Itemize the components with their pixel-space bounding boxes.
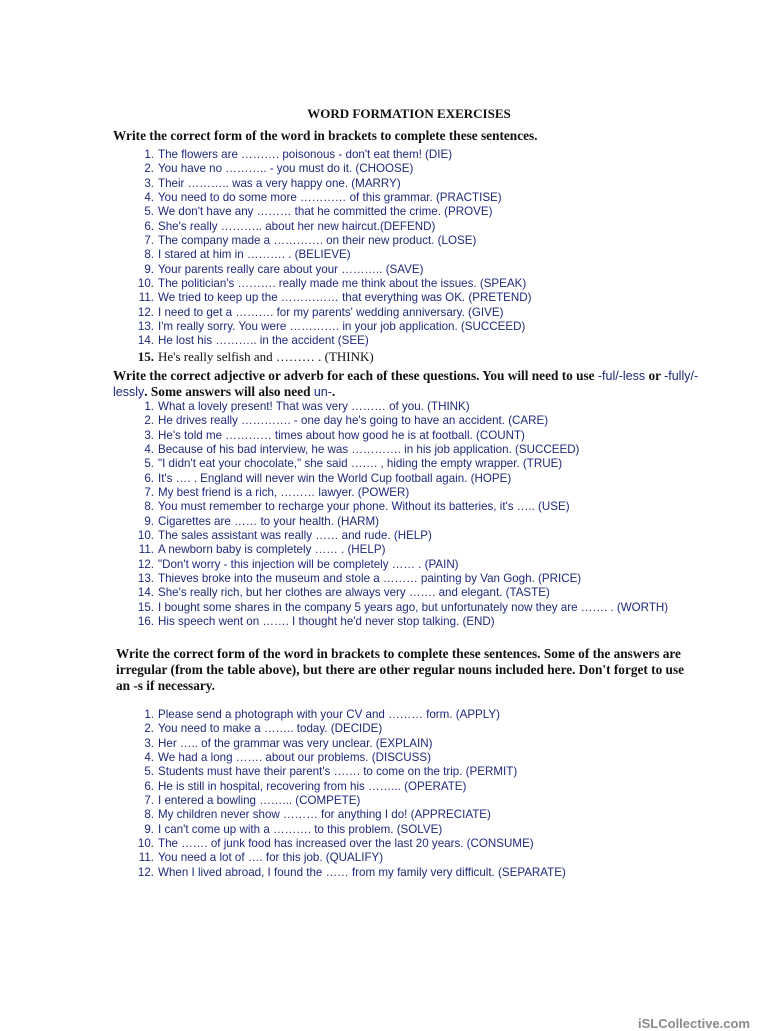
exercise-text: Her ….. of the grammar was very unclear. (EXPLAIN): [158, 736, 433, 750]
section2-instruction-part: Write the correct adjective or adverb for each of these questions. You will need to use: [113, 368, 598, 383]
exercise-text: He's told me ………… times about how good he is at football. (COUNT): [158, 428, 525, 442]
page-title: WORD FORMATION EXERCISES: [307, 106, 511, 121]
exercise-number: 7.: [144, 234, 154, 248]
exercise-text: The company made a …………. on their new product. (LOSE): [158, 234, 477, 248]
exercise-item: [120, 162, 720, 176]
exercise-number: 5.: [144, 457, 154, 471]
exercise-item: [120, 780, 720, 794]
exercise-number: 15.: [137, 348, 154, 364]
exercise-text: The ……. of junk food has increased over the last 20 years. (CONSUME): [158, 837, 534, 851]
exercise-text: Their ……….. was a very happy one. (MARRY): [158, 176, 401, 190]
exercise-number: 13.: [137, 320, 154, 334]
exercise-number: 11.: [138, 291, 154, 305]
exercise-item: [120, 486, 720, 500]
exercise-number: 14.: [137, 334, 154, 348]
section2-prefix-un: un-: [313, 385, 332, 399]
exercise-number: 10.: [137, 529, 154, 543]
exercise-text: The sales assistant was really …… and rude. (HELP): [158, 529, 432, 543]
exercise-text: My best friend is a rich, ……… lawyer. (POWER): [158, 486, 410, 500]
exercise-text: You need a lot of …. for this job. (QUALIFY): [158, 851, 384, 865]
section2-suffix-ful-less: -ful/-less: [597, 369, 646, 383]
exercise-text: It's …. . England will never win the World Cup football again. (HOPE): [158, 471, 512, 485]
exercise-text: I'm really sorry. You were …………. in your job application. (SUCCEED): [158, 320, 526, 334]
exercise-text: "Don't worry - this injection will be completely …… . (PAIN): [158, 557, 459, 571]
exercise-item: [120, 837, 720, 851]
exercise-text: We had a long ……. about our problems. (DISCUSS): [158, 751, 432, 765]
exercise-item: [120, 601, 678, 615]
exercise-text: Your parents really care about your ……….. (SAVE): [158, 262, 424, 276]
exercise-text: You need to make a …….. today. (DECIDE): [158, 722, 383, 736]
exercise-item: [120, 794, 720, 808]
exercise-number: 5.: [144, 205, 154, 219]
exercise-item: [120, 737, 720, 751]
exercise-number: 3.: [144, 736, 154, 750]
exercise-text: I entered a bowling ……... (COMPETE): [158, 794, 361, 808]
exercise-text: I need to get a ………. for my parents' wedding anniversary. (GIVE): [158, 305, 504, 319]
exercise-item: [120, 823, 720, 837]
exercise-number: 13.: [137, 572, 154, 586]
exercise-text: I stared at him in ………. . (BELIEVE): [158, 248, 351, 262]
exercise-item: [120, 414, 720, 428]
exercise-text: You need to do some more ………… of this grammar. (PRACTISE): [158, 191, 502, 205]
exercise-text: He is still in hospital, recovering from his ……... (OPERATE): [158, 779, 467, 793]
exercise-number: 3.: [144, 176, 154, 190]
exercise-item: [120, 751, 720, 765]
exercise-number: 5.: [144, 765, 154, 779]
exercise-number: 8.: [144, 808, 154, 822]
exercise-number: 11.: [138, 851, 154, 865]
exercise-text: He's really selfish and ……… . (THINK): [158, 348, 374, 364]
exercise-text: You have no ……….. - you must do it. (CHOOSE): [158, 162, 414, 176]
exercise-text: When I lived abroad, I found the …… from my family very difficult. (SEPARATE): [158, 865, 566, 879]
exercise-number: 1.: [144, 400, 154, 413]
exercise-item: [120, 457, 720, 471]
exercise-text: Because of his bad interview, he was …………. in his job application. (SUCCEED): [158, 443, 580, 457]
exercise-text: He drives really …………. - one day he's going to have an accident. (CARE): [158, 414, 549, 428]
exercise-number: 4.: [144, 191, 154, 205]
exercise-number: 6.: [144, 779, 154, 793]
section1-exercise-list: [120, 148, 720, 365]
exercise-item: [120, 320, 720, 334]
exercise-text: He lost his ……….. in the accident (SEE): [158, 334, 369, 348]
exercise-number: 2.: [144, 162, 154, 176]
exercise-item: [120, 263, 720, 277]
exercise-number: 7.: [144, 794, 154, 808]
exercise-item: [120, 177, 720, 191]
exercise-item: [120, 765, 720, 779]
exercise-number: 8.: [144, 248, 154, 262]
exercise-text: The politician's ………. really made me think about the issues. (SPEAK): [158, 277, 527, 291]
exercise-number: 12.: [137, 557, 154, 571]
section2-exercise-list: [120, 400, 720, 630]
exercise-text: We tried to keep up the …………… that everything was OK. (PRETEND): [158, 291, 532, 305]
exercise-item: [120, 572, 720, 586]
exercise-number: 9.: [144, 822, 154, 836]
exercise-number: 7.: [144, 486, 154, 500]
exercise-number: 4.: [144, 443, 154, 457]
exercise-text: I bought some shares in the company 5 years ago, but unfortunately now they are ……. . (WORTH): [158, 600, 669, 614]
exercise-text: Thieves broke into the museum and stole a ……… painting by Van Gogh. (PRICE): [158, 572, 582, 586]
exercise-number: 6.: [144, 219, 154, 233]
exercise-text: What a lovely present! That was very ……… of you. (THINK): [158, 400, 470, 413]
exercise-item: [120, 220, 720, 234]
section2-suffix-fully-lessly: -fully/-lessly: [113, 369, 699, 399]
exercise-text: She's really rich, but her clothes are always very ……. and elegant. (TASTE): [158, 586, 550, 600]
exercise-number: 16.: [137, 615, 154, 629]
exercise-item: [120, 472, 720, 486]
exercise-number: 9.: [144, 514, 154, 528]
section2-instruction-part: . Some answers will also need: [144, 384, 314, 399]
exercise-item: [120, 615, 720, 629]
exercise-number: 15.: [137, 600, 154, 614]
exercise-number: 2.: [144, 414, 154, 428]
exercise-number: 3.: [144, 428, 154, 442]
exercise-text: A newborn baby is completely …… . (HELP): [158, 543, 386, 557]
exercise-item: [120, 708, 720, 722]
section2-instruction-part: or: [645, 368, 665, 383]
exercise-item: [120, 586, 720, 600]
exercise-text: His speech went on ……. I thought he'd never stop talking. (END): [158, 615, 495, 629]
exercise-item: [120, 500, 720, 514]
exercise-number: 9.: [144, 262, 154, 276]
exercise-text: You must remember to recharge your phone. Without its batteries, it's ….. (USE): [158, 500, 570, 514]
exercise-item: [120, 334, 720, 348]
exercise-number: 10.: [137, 837, 154, 851]
exercise-number: 6.: [144, 471, 154, 485]
exercise-item: [120, 277, 720, 291]
exercise-number: 8.: [144, 500, 154, 514]
exercise-item: [120, 248, 720, 262]
exercise-item: [120, 191, 720, 205]
exercise-text: "I didn't eat your chocolate," she said ……. , hiding the empty wrapper. (TRUE): [158, 457, 563, 471]
exercise-number: 2.: [144, 722, 154, 736]
exercise-text: Please send a photograph with your CV and ……… form. (APPLY): [158, 708, 500, 721]
exercise-item: [120, 866, 720, 880]
exercise-item: [120, 349, 720, 365]
section3-exercise-list: [120, 708, 720, 880]
exercise-number: 14.: [137, 586, 154, 600]
section3-instruction: Write the correct form of the word in brackets to complete these sentences. Some of the answers are irregular (from the table above), but there are other regular nouns included here. Don't forget to use an -s if necessary.: [116, 646, 685, 693]
exercise-text: My children never show ……… for anything I do! (APPRECIATE): [158, 808, 491, 822]
exercise-text: I can't come up with a ………. to this problem. (SOLVE): [158, 822, 443, 836]
exercise-item: [120, 808, 720, 822]
exercise-item: [120, 148, 720, 162]
exercise-number: 1.: [144, 148, 154, 161]
exercise-item: [120, 291, 720, 305]
exercise-item: [120, 443, 720, 457]
exercise-item: [120, 529, 720, 543]
exercise-item: [120, 429, 720, 443]
exercise-text: We don't have any ……… that he committed the crime. (PROVE): [158, 205, 493, 219]
exercise-text: Cigarettes are …… to your health. (HARM): [158, 514, 380, 528]
exercise-number: 11.: [138, 543, 154, 557]
exercise-text: Students must have their parent's ……. to come on the trip. (PERMIT): [158, 765, 518, 779]
exercise-item: [120, 400, 720, 414]
exercise-item: [120, 722, 720, 736]
exercise-number: 12.: [137, 305, 154, 319]
exercise-number: 10.: [137, 277, 154, 291]
exercise-item: [120, 851, 720, 865]
exercise-number: 4.: [144, 751, 154, 765]
exercise-text: She's really ……….. about her new haircut.(DEFEND): [158, 219, 436, 233]
section1-instruction: Write the correct form of the word in brackets to complete these sentences.: [113, 128, 538, 143]
exercise-item: [120, 205, 720, 219]
exercise-item: [120, 558, 720, 572]
exercise-item: [120, 306, 720, 320]
exercise-item: [120, 234, 720, 248]
exercise-text: The flowers are ………. poisonous - don't eat them! (DIE): [158, 148, 453, 161]
exercise-item: [120, 515, 720, 529]
section2-instruction: [113, 368, 703, 400]
exercise-number: 12.: [137, 865, 154, 879]
section2-instruction-part: .: [331, 384, 336, 399]
site-watermark: iSLCollective.com: [638, 1016, 750, 1031]
exercise-item: [120, 543, 720, 557]
exercise-number: 1.: [144, 708, 154, 721]
